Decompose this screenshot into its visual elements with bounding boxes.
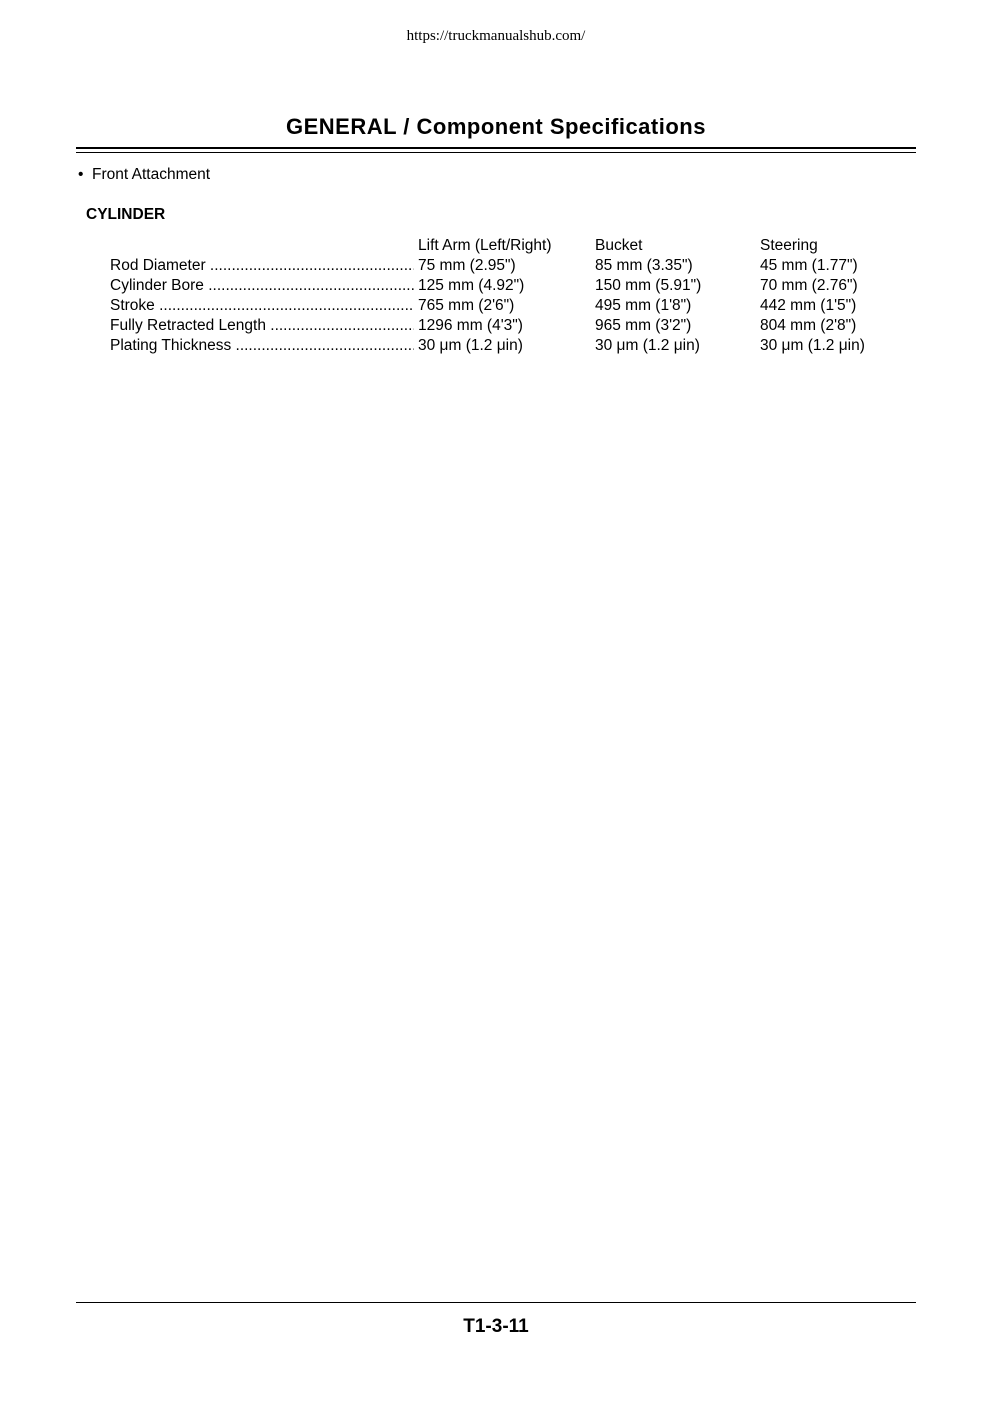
column-header-bucket: Bucket xyxy=(595,237,643,254)
bullet-icon: • xyxy=(78,166,84,183)
row-label: Fully Retracted Length ..... xyxy=(110,316,414,336)
bucket-value: 150 mm (5.91") xyxy=(595,277,702,294)
bucket-value: 85 mm (3.35") xyxy=(595,257,693,274)
bucket-value: 30 μm (1.2 μin) xyxy=(595,337,700,354)
bullet-item xyxy=(78,166,210,184)
page-number: T1-3-11 xyxy=(463,1316,529,1337)
title-divider xyxy=(76,147,916,153)
site-url: https://truckmanualshub.com/ xyxy=(406,28,586,44)
section-heading: CYLINDER xyxy=(86,206,166,223)
bucket-value: 495 mm (1'8") xyxy=(595,297,692,314)
column-header-steering: Steering xyxy=(760,237,818,254)
steering-value: 70 mm (2.76") xyxy=(760,277,858,294)
row-label: Cylinder Bore ..... xyxy=(110,276,414,296)
steering-value: 30 μm (1.2 μin) xyxy=(760,337,865,354)
lift-arm-value: 75 mm (2.95") xyxy=(418,257,516,274)
page-title: GENERAL / Component Specifications xyxy=(286,114,706,139)
lift-arm-value: 30 μm (1.2 μin) xyxy=(418,337,523,354)
row-label: Stroke ..... xyxy=(110,296,414,316)
lift-arm-value: 765 mm (2'6") xyxy=(418,297,515,314)
row-label: Rod Diameter ..... xyxy=(110,256,414,276)
steering-value: 804 mm (2'8") xyxy=(760,317,857,334)
bucket-value: 965 mm (3'2") xyxy=(595,317,692,334)
steering-value: 45 mm (1.77") xyxy=(760,257,858,274)
lift-arm-value: 125 mm (4.92") xyxy=(418,277,525,294)
steering-value: 442 mm (1'5") xyxy=(760,297,857,314)
lift-arm-value: 1296 mm (4'3") xyxy=(418,317,523,334)
column-header-lift-arm: Lift Arm (Left/Right) xyxy=(418,237,552,254)
bullet-label: Front Attachment xyxy=(92,166,211,183)
row-label: Plating Thickness ..... xyxy=(110,336,414,356)
footer-divider xyxy=(76,1302,916,1303)
